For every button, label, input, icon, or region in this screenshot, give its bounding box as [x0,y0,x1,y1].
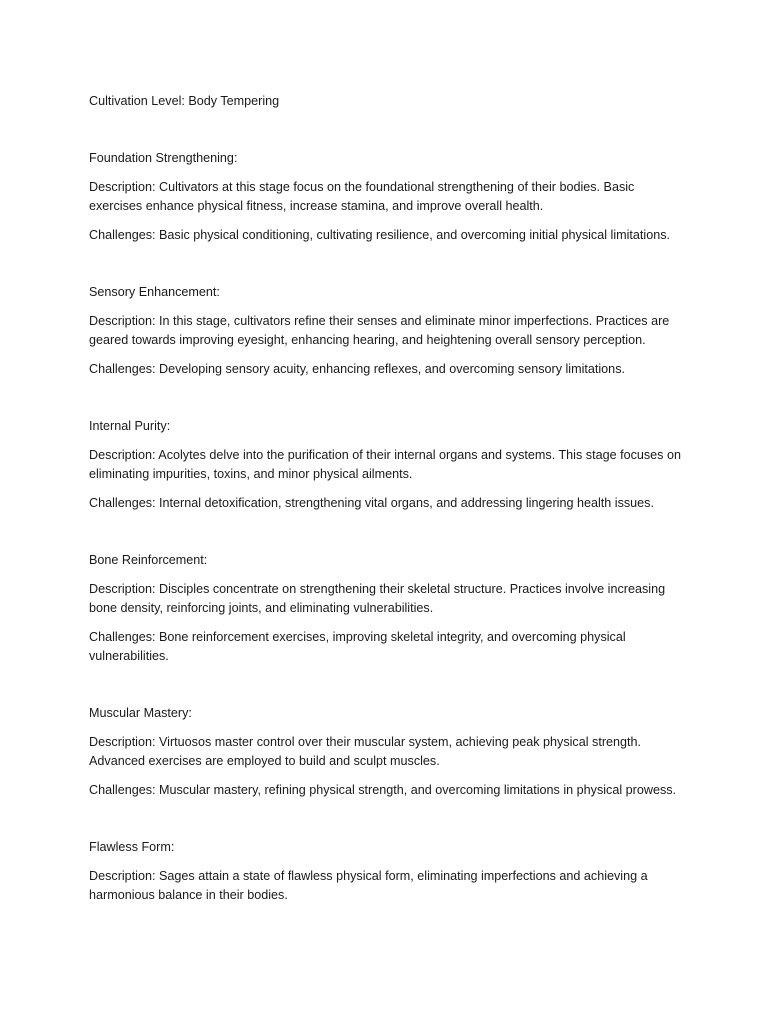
document-title: Cultivation Level: Body Tempering [89,94,280,108]
stage-heading: Muscular Mastery: [89,706,192,720]
stage-challenges: Challenges: Muscular mastery, refining physical strength, and overcoming limitations in physical prowess. [89,783,677,797]
stage-challenges: Challenges: Basic physical conditioning, cultivating resilience, and overcoming initial physical limitations. [89,228,671,242]
stage-description: Description: Virtuosos master control over their muscular system, achieving peak physical strength. Advanced exercises are employed to build and sculpt muscles. [89,735,642,768]
document-body [89,92,684,915]
stage-heading: Internal Purity: [89,419,171,433]
stage-challenges: Challenges: Internal detoxification, strengthening vital organs, and addressing lingering health issues. [89,496,654,510]
stage-description: Description: Disciples concentrate on strengthening their skeletal structure. Practices involve increasing bone density, reinforcing joints, and eliminating vulnerabilities. [89,582,666,615]
stage-description: Description: Sages attain a state of flawless physical form, eliminating imperfections and achieving a harmonious balance in their bodies. [89,869,648,902]
stage-challenges: Challenges: Bone reinforcement exercises, improving skeletal integrity, and overcoming physical vulnerabilities. [89,630,626,663]
stage-heading: Bone Reinforcement: [89,553,208,567]
stage-heading: Foundation Strengthening: [89,151,238,165]
stage-description: Description: In this stage, cultivators refine their senses and eliminate minor imperfections. Practices are geared towards improving eyesight, enhancing hearing, and heightening overall sensory perception. [89,314,670,347]
stage-description: Description: Cultivators at this stage focus on the foundational strengthening of their bodies. Basic exercises enhance physical fitness, increase stamina, and improve overall health. [89,180,635,213]
stage-heading: Flawless Form: [89,840,175,854]
stage-heading: Sensory Enhancement: [89,285,220,299]
stage-description: Description: Acolytes delve into the purification of their internal organs and systems. This stage focuses on eliminating impurities, toxins, and minor physical ailments. [89,448,681,481]
stage-challenges: Challenges: Developing sensory acuity, enhancing reflexes, and overcoming sensory limitations. [89,362,625,376]
